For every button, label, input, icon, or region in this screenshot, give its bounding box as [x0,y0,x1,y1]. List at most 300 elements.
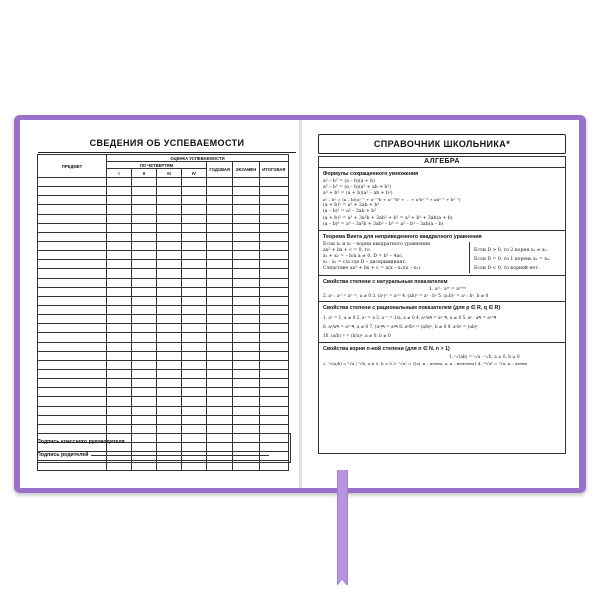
table-row [38,205,289,214]
section-title-algebra: АЛГЕБРА [319,157,565,168]
grade-cell[interactable] [233,214,259,223]
quarter-4-header: IV [182,169,207,178]
grade-cell[interactable] [107,205,132,214]
subject-cell[interactable] [38,388,107,397]
grade-cell[interactable] [233,278,259,287]
rational-power-line: 6. aᵖ/aᑫ = aᵖ⁻ᑫ, a ≠ 0 7. (aᵖ)ᑫ = aᵖᑫ 8. aᵖ/bᵖ = (a/b)ᵖ, b ≠ 0 9. aᵖbᵖ = (ab)ᵖ [323,323,478,329]
grade-cell[interactable] [233,397,259,406]
grade-cell[interactable] [107,214,132,223]
grade-cell[interactable] [132,397,157,406]
abbrev-formula: (a – b)³ = a³ – 3a²b + 3ab² – b³ = a³ – b³ – 3ab(a – b) [323,221,444,227]
abbrev-formula: (a – b)² = a² – 2ab + b² [323,209,377,215]
grade-cell[interactable] [233,178,259,187]
grade-cell[interactable] [157,187,182,196]
subject-cell[interactable] [38,315,107,324]
grade-cell[interactable] [233,269,259,278]
grade-cell[interactable] [132,369,157,378]
grade-cell[interactable] [207,296,233,305]
grade-cell[interactable] [207,351,233,360]
grade-cell[interactable] [233,333,259,342]
grade-cell[interactable] [182,223,207,232]
grade-cell[interactable] [207,205,233,214]
grade-cell[interactable] [132,232,157,241]
grade-cell[interactable] [259,260,288,269]
grade-cell[interactable] [107,351,132,360]
grade-cell[interactable] [132,406,157,415]
grade-cell[interactable] [207,379,233,388]
vieta-case: Если D < 0, то корней нет. [474,265,540,271]
grade-cell[interactable] [107,251,132,260]
grade-cell[interactable] [207,241,233,250]
signature-parents [37,451,289,458]
quarter-3-header: III [157,169,182,178]
table-row [38,296,289,305]
grade-cell[interactable] [233,406,259,415]
signature-teacher-line[interactable] [128,438,268,443]
grade-cell[interactable] [157,333,182,342]
grade-cell[interactable] [233,296,259,305]
abbrev-formula: a³ + b³ = (a + b)(a² – ab + b²) [323,191,393,197]
table-row [38,369,289,378]
grade-cell[interactable] [259,251,288,260]
grade-cell[interactable] [157,232,182,241]
grade-cell[interactable] [259,296,288,305]
grade-cell[interactable] [182,379,207,388]
table-row [38,251,289,260]
grade-cell[interactable] [157,406,182,415]
grade-cell[interactable] [207,333,233,342]
grade-cell[interactable] [233,241,259,250]
table-row [38,360,289,369]
grade-cell[interactable] [207,305,233,314]
grade-cell[interactable] [157,223,182,232]
grade-cell[interactable] [207,196,233,205]
table-row [38,415,289,424]
grade-cell[interactable] [107,333,132,342]
grade-cell[interactable] [132,241,157,250]
grade-cell[interactable] [182,296,207,305]
grade-cell[interactable] [207,397,233,406]
grade-cell[interactable] [132,205,157,214]
grade-cell[interactable] [233,305,259,314]
grade-cell[interactable] [233,388,259,397]
right-page [302,120,579,488]
grades-header: ОЦЕНКА УСПЕВАЕМОСТИ [107,155,289,162]
grade-cell[interactable] [107,232,132,241]
signature-parents-label: Подпись родителей [37,452,89,458]
grade-cell[interactable] [259,205,288,214]
grade-cell[interactable] [107,360,132,369]
grade-cell[interactable] [259,360,288,369]
divider [319,301,565,302]
natural-power-title: Свойства степени с натуральным показателем [323,278,448,285]
table-row [38,379,289,388]
rational-power-title: Свойства степени с рациональным показателем (для p ∈ R, q ∈ R) [323,304,501,311]
grade-cell[interactable] [233,232,259,241]
grade-cell[interactable] [207,415,233,424]
natural-power-line: 2. aⁿ : aᵐ = aⁿ⁻ᵐ, a ≠ 0 3. (aⁿ)ᵐ = aⁿᵐ 4. (ab)ⁿ = aⁿ · bⁿ 5. (a:b)ⁿ = aⁿ : bⁿ, b ≠ 0 [323,292,489,298]
grade-cell[interactable] [259,232,288,241]
subject-cell[interactable] [38,178,107,187]
quarters-header: ПО ЧЕТВЕРТЯМ [107,162,207,169]
grade-cell[interactable] [132,351,157,360]
grade-cell[interactable] [132,187,157,196]
table-row [38,324,289,333]
reference-box [318,156,566,454]
grade-cell[interactable] [233,324,259,333]
grade-cell[interactable] [259,415,288,424]
grade-cell[interactable] [233,351,259,360]
grade-cell[interactable] [182,287,207,296]
grade-cell[interactable] [182,251,207,260]
grade-cell[interactable] [132,269,157,278]
left-page [20,120,299,488]
subject-cell[interactable] [38,223,107,232]
grade-cell[interactable] [132,415,157,424]
divider [319,275,565,276]
grade-cell[interactable] [207,260,233,269]
grade-cell[interactable] [207,342,233,351]
grade-cell[interactable] [259,287,288,296]
vieta-left [319,242,469,273]
table-row [38,351,289,360]
signature-teacher [37,438,289,445]
grade-cell[interactable] [207,388,233,397]
subject-cell[interactable] [38,333,107,342]
natural-power-line: 1. aⁿ · aᵐ = aⁿ⁺ᵐ [429,286,467,292]
table-row [38,260,289,269]
table-row [38,315,289,324]
grade-cell[interactable] [233,205,259,214]
grade-cell[interactable] [233,315,259,324]
subject-cell[interactable] [38,287,107,296]
table-row [38,342,289,351]
grade-cell[interactable] [157,360,182,369]
abbrev-formula: (a + b)³ = a³ + 3a²b + 3ab² + b³ = a³ + b³ + 3ab(a + b) [323,215,453,221]
table-row [38,223,289,232]
grade-cell[interactable] [107,278,132,287]
grade-cell[interactable] [233,369,259,378]
grade-cell[interactable] [182,196,207,205]
grade-cell[interactable] [207,178,233,187]
table-row [38,388,289,397]
grade-cell[interactable] [132,196,157,205]
grade-cell[interactable] [259,269,288,278]
grade-cell[interactable] [259,379,288,388]
grade-cell[interactable] [233,379,259,388]
bookmark-ribbon[interactable] [337,470,348,585]
divider [319,342,565,343]
grade-cell[interactable] [107,305,132,314]
grade-cell[interactable] [107,260,132,269]
grade-cell[interactable] [207,269,233,278]
grade-cell[interactable] [157,315,182,324]
vieta-right [469,242,562,273]
abbrev-formula: (a + b)² = a² + 2ab + b² [323,203,380,209]
subject-cell[interactable] [38,324,107,333]
final-header: ИТОГОВАЯ [259,162,288,178]
vieta-case: Если D > 0, то 2 корня x₁ ≠ x₂. [474,247,548,253]
subject-cell[interactable] [38,296,107,305]
subject-cell[interactable] [38,205,107,214]
table-row [38,187,289,196]
grade-cell[interactable] [259,241,288,250]
grade-cell[interactable] [207,360,233,369]
divider [319,230,565,231]
grade-cell[interactable] [132,251,157,260]
table-row [38,232,289,241]
grade-cell[interactable] [207,406,233,415]
grade-cell[interactable] [132,324,157,333]
grade-cell[interactable] [132,305,157,314]
subject-cell[interactable] [38,351,107,360]
grade-cell[interactable] [107,379,132,388]
grade-cell[interactable] [182,333,207,342]
table-row [38,241,289,250]
signature-teacher-label: Подпись классного руководителя [37,439,125,445]
grade-cell[interactable] [182,241,207,250]
grade-cell[interactable] [233,415,259,424]
table-row [38,406,289,415]
grade-cell[interactable] [182,415,207,424]
grade-cell[interactable] [157,260,182,269]
grade-cell[interactable] [157,196,182,205]
rational-power-line: 1. a⁰ = 1, a ≠ 0 2. a¹ = a 3. a⁻¹ = 1/a, a ≠ 0 4. aᵖ/aᑫ = aᵖ⁻ᑫ, a ≠ 0 5. aᵖ · aᑫ = aᵖ⁺ᑫ [323,314,497,320]
subject-cell[interactable] [38,305,107,314]
subject-cell[interactable] [38,379,107,388]
annual-header: ГОДОВАЯ [207,162,233,178]
grade-cell[interactable] [182,369,207,378]
grade-cell[interactable] [182,269,207,278]
grade-cell[interactable] [182,260,207,269]
grade-cell[interactable] [182,360,207,369]
abbrev-title: Формулы сокращенного умножения [323,171,419,177]
grade-cell[interactable] [157,269,182,278]
grade-cell[interactable] [157,305,182,314]
grade-cell[interactable] [107,296,132,305]
grade-cell[interactable] [259,196,288,205]
grade-cell[interactable] [259,397,288,406]
grade-cell[interactable] [157,278,182,287]
grade-cell[interactable] [182,214,207,223]
abbrev-formula: a³ – b³ = (a – b)(a² + ab + b²) [323,185,391,191]
exam-header: ЭКЗАМЕН [233,162,259,178]
grade-cell[interactable] [233,260,259,269]
grade-cell[interactable] [259,406,288,415]
subject-cell[interactable] [38,260,107,269]
grade-cell[interactable] [157,205,182,214]
abbrev-formula: a² – b² = (a – b)(a + b) [323,179,375,184]
grade-cell[interactable] [107,406,132,415]
grade-cell[interactable] [259,214,288,223]
grade-cell[interactable] [132,178,157,187]
grade-cell[interactable] [132,260,157,269]
grade-cell[interactable] [182,406,207,415]
grade-cell[interactable] [259,351,288,360]
grade-cell[interactable] [182,342,207,351]
subject-cell[interactable] [38,369,107,378]
vieta-line: Следствие ax² + bx + c = a(x – x₁)(x – x₂). [323,266,422,272]
grade-cell[interactable] [107,369,132,378]
grade-cell[interactable] [107,241,132,250]
grade-cell[interactable] [233,360,259,369]
grade-cell[interactable] [207,214,233,223]
grade-cell[interactable] [207,187,233,196]
table-row [38,214,289,223]
grade-cell[interactable] [132,287,157,296]
grade-cell[interactable] [132,360,157,369]
grade-cell[interactable] [132,278,157,287]
grade-cell[interactable] [259,187,288,196]
table-row [38,397,289,406]
grade-cell[interactable] [157,178,182,187]
vieta-line: x₁ · x₂ = c/a где D – дискриминант. [323,260,407,266]
grade-cell[interactable] [107,269,132,278]
grade-cell[interactable] [182,232,207,241]
grade-cell[interactable] [132,333,157,342]
page-title-reference: СПРАВОЧНИК ШКОЛЬНИКА* [318,134,566,154]
grade-cell[interactable] [157,241,182,250]
subject-cell[interactable] [38,214,107,223]
subject-cell[interactable] [38,232,107,241]
grade-cell[interactable] [107,287,132,296]
grade-cell[interactable] [157,388,182,397]
grade-cell[interactable] [182,397,207,406]
root-line: 1. ⁿ√(ab) = ⁿ√a · ⁿ√b, a ≥ 0, b ≥ 0 [449,353,520,359]
grade-cell[interactable] [182,324,207,333]
grade-cell[interactable] [157,214,182,223]
grade-cell[interactable] [107,324,132,333]
grade-cell[interactable] [132,379,157,388]
vieta-case: Если D = 0, то 1 корень x₁ = x₂. [474,256,551,262]
grade-cell[interactable] [157,296,182,305]
grade-cell[interactable] [182,305,207,314]
subject-header: ПРЕДМЕТ [38,155,107,178]
grade-cell[interactable] [233,342,259,351]
grade-cell[interactable] [207,324,233,333]
grade-cell[interactable] [107,187,132,196]
grade-cell[interactable] [259,342,288,351]
grade-cell[interactable] [157,351,182,360]
subject-cell[interactable] [38,278,107,287]
subject-cell[interactable] [38,187,107,196]
subject-cell[interactable] [38,241,107,250]
table-row [38,269,289,278]
grade-cell[interactable] [259,324,288,333]
grade-cell[interactable] [259,315,288,324]
grade-cell[interactable] [259,388,288,397]
vieta-title: Теорема Виета для неприведенного квадратного уравнения [323,233,482,240]
grade-cell[interactable] [233,251,259,260]
subject-cell[interactable] [38,269,107,278]
quarter-1-header: I [107,169,132,178]
grade-cell[interactable] [182,205,207,214]
vieta-block [319,242,565,273]
grade-cell[interactable] [182,187,207,196]
quarter-2-header: II [132,169,157,178]
grade-cell[interactable] [207,315,233,324]
grade-cell[interactable] [207,287,233,296]
grade-cell[interactable] [233,223,259,232]
grade-cell[interactable] [132,223,157,232]
grade-cell[interactable] [207,369,233,378]
vieta-line: ax² + bx + c = 0, то [323,247,370,253]
signature-parents-line[interactable] [91,451,269,456]
grade-cell[interactable] [259,223,288,232]
grade-cell[interactable] [182,388,207,397]
abbrev-formula: aⁿ – bⁿ = (a – b)(aⁿ⁻¹ + aⁿ⁻²b + aⁿ⁻³b² + ... + a²bⁿ⁻³ + abⁿ⁻² + bⁿ⁻¹) [323,197,461,203]
grade-cell[interactable] [259,333,288,342]
subject-cell[interactable] [38,342,107,351]
grade-cell[interactable] [132,342,157,351]
subject-cell[interactable] [38,406,107,415]
grade-cell[interactable] [107,342,132,351]
grade-cell[interactable] [233,187,259,196]
grade-cell[interactable] [207,278,233,287]
grade-cell[interactable] [132,315,157,324]
grade-cell[interactable] [182,178,207,187]
grade-cell[interactable] [132,214,157,223]
grade-cell[interactable] [157,369,182,378]
table-row [38,305,289,314]
grade-cell[interactable] [182,315,207,324]
subject-cell[interactable] [38,397,107,406]
grade-cell[interactable] [107,178,132,187]
grade-cell[interactable] [157,251,182,260]
table-row [38,287,289,296]
grade-cell[interactable] [107,397,132,406]
subject-cell[interactable] [38,196,107,205]
grade-cell[interactable] [107,315,132,324]
vieta-line: x₁ + x₂ = – b/a a ≠ 0, D = b² – 4ac, [323,253,404,259]
grade-cell[interactable] [132,296,157,305]
grade-cell[interactable] [132,388,157,397]
grade-cell[interactable] [259,278,288,287]
root-title: Свойства корня n-ной степени (для n ∈ N, n > 1) [323,345,450,352]
grade-cell[interactable] [259,369,288,378]
grade-cell[interactable] [207,223,233,232]
grade-cell[interactable] [182,351,207,360]
subject-cell[interactable] [38,360,107,369]
grade-cell[interactable] [233,196,259,205]
rational-power-line: 10. (a/b)⁻ᵖ = (b/a)ᵖ, a ≠ 0, b ≠ 0 [323,332,391,338]
table-row [38,278,289,287]
grade-cell[interactable] [107,196,132,205]
grade-cell[interactable] [259,178,288,187]
grade-cell[interactable] [157,324,182,333]
grade-cell[interactable] [107,388,132,397]
table-row [38,333,289,342]
grade-cell[interactable] [233,287,259,296]
grade-cell[interactable] [157,415,182,424]
grade-cell[interactable] [157,287,182,296]
grade-cell[interactable] [107,223,132,232]
page-title-grades: СВЕДЕНИЯ ОБ УСПЕВАЕМОСТИ [38,134,296,153]
grade-cell[interactable] [157,379,182,388]
root-line: 2. ⁿ√(a/b) = ⁿ√a / ⁿ√b, a ≥ 0, b > 0 3. ⁿ√aⁿ = {|a|, n – четно; a, n – нечетно} 4. ⁿᵏ√aᵏ = ⁿ√a, n – четно [323,361,528,367]
subject-cell[interactable] [38,251,107,260]
subject-cell[interactable] [38,415,107,424]
grade-cell[interactable] [259,305,288,314]
vieta-line: Если x₁ и x₂ – корни квадратного уравнения [323,241,431,247]
grade-cell[interactable] [107,415,132,424]
grade-cell[interactable] [157,342,182,351]
grade-cell[interactable] [207,232,233,241]
grade-cell[interactable] [182,278,207,287]
grade-cell[interactable] [207,251,233,260]
grades-table [37,154,289,471]
grade-cell[interactable] [157,397,182,406]
